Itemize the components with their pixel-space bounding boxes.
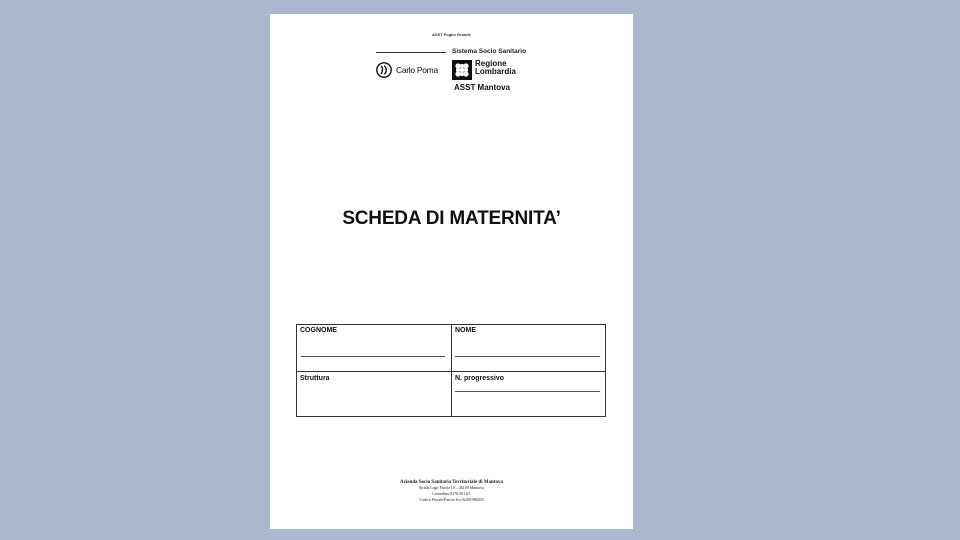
surname-fill-line bbox=[301, 356, 445, 357]
footer-line-2: Strada Lago Paiolo 10 – 46100 Mantova bbox=[419, 485, 484, 490]
carlo-poma-logo-icon bbox=[376, 62, 392, 78]
regione-lombardia-logo-icon bbox=[452, 60, 472, 80]
name-fill-line bbox=[455, 356, 600, 357]
header-small-text: ASST Foglio Grande bbox=[432, 32, 471, 37]
name-label: NOME bbox=[455, 327, 476, 334]
patient-form-table bbox=[296, 324, 606, 417]
footer-line-1: Azienda Socio Sanitaria Territoriale di Mantova bbox=[400, 480, 503, 485]
form-horizontal-divider bbox=[297, 371, 605, 372]
logo-block bbox=[376, 48, 536, 108]
progressive-number-fill-line bbox=[455, 391, 600, 392]
system-label: Sistema Socio Sanitario bbox=[452, 48, 527, 55]
region-label-line1: Regione bbox=[475, 59, 507, 68]
regione-lombardia-logo-text bbox=[475, 60, 516, 76]
document-page bbox=[270, 14, 633, 529]
asst-name: ASST Mantova bbox=[454, 83, 511, 92]
structure-label: Struttura bbox=[300, 375, 330, 382]
region-label-line2: Lombardia bbox=[475, 67, 516, 76]
footer-line-4: Codice Fiscale/Partita Iva 02481980203 bbox=[419, 497, 484, 502]
document-footer bbox=[270, 480, 633, 503]
footer-line-3: Centralino 0376/201111 bbox=[432, 491, 471, 496]
surname-label: COGNOME bbox=[300, 327, 337, 334]
carlo-poma-logo-text: Carlo Poma bbox=[396, 65, 438, 75]
document-title: SCHEDA DI MATERNITA’ bbox=[342, 208, 561, 229]
progressive-number-label: N. progressivo bbox=[455, 375, 505, 382]
logo-rule bbox=[376, 52, 446, 53]
